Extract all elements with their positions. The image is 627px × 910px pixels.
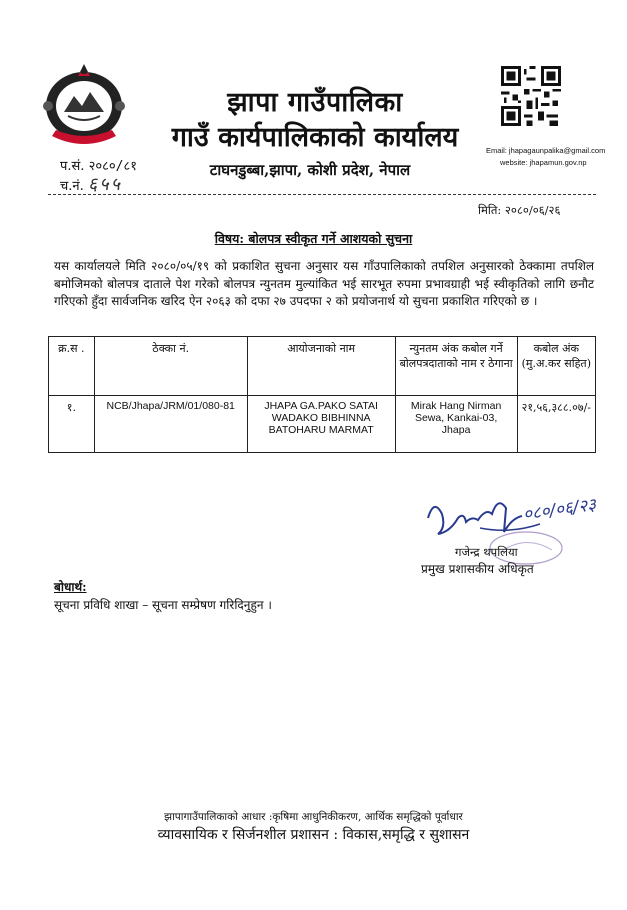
email-address: Email: jhapagaunpalika@gmail.com [486, 146, 606, 155]
nepal-emblem-icon [34, 62, 134, 148]
signer-name: गजेन्द्र थपलिया [455, 545, 518, 559]
cell-amount: २१,५६,३८८.०७/- [517, 396, 595, 453]
letter-number-value: २०८०/८१ [88, 159, 137, 174]
notice-subject-text: विषय: बोलपत्र स्वीकृत गर्ने आशयको सुचना [214, 231, 413, 246]
cell-serial: १. [49, 396, 95, 453]
dispatch-number-value: ६५५ [87, 174, 122, 195]
municipality-title: झापा गाउँपालिका [227, 87, 403, 118]
letter-date: मिति: २०८०/०६/२६ [478, 203, 561, 217]
header-bidder: न्युनतम अंक कबोल गर्ने बोलपत्रदाताको नाम र ठेगाना [395, 337, 517, 396]
signature-date: ०८०/०६/२३ [521, 494, 598, 525]
cell-contract-no: NCB/Jhapa/JRM/01/080-81 [94, 396, 247, 453]
cell-project-name: JHAPA GA.PAKO SATAI WADAKO BIBHINNA BATOHARU MARMAT [247, 396, 395, 453]
cell-bidder: Mirak Hang Nirman Sewa, Kankai-03, Jhapa [395, 396, 517, 453]
qr-code-icon [501, 66, 561, 126]
header-project-name: आयोजनाको नाम [247, 337, 395, 396]
website-address: website: jhapamun.gov.np [500, 158, 587, 167]
letter-number-label: प.सं. [60, 159, 85, 174]
notice-subject [0, 230, 627, 247]
cc-title: बोधार्थ: [54, 580, 87, 594]
footer-slogan: व्यावसायिक र सिर्जनशील प्रशासन : विकास,समृद्धि र सुशासन [157, 827, 470, 843]
footer-motto: झापागाउँपालिकाको आधार :कृषिमा आधुनिकीकरण, आर्थिक समृद्धिको पूर्वाधार [164, 811, 463, 823]
header-divider [48, 194, 596, 195]
office-address: टाघनडुब्बा,झापा, कोशी प्रदेश, नेपाल [209, 161, 411, 179]
header-contract-no: ठेक्का नं. [94, 337, 247, 396]
dispatch-number-label: च.नं. [60, 179, 84, 194]
tender-table [48, 336, 596, 453]
notice-paragraph: यस कार्यालयले मिति २०८०/०५/१९ को प्रकाशित सुचना अनुसार यस गाँउपालिकाको तपशिल अनुसारको ठेक्कामा तपशिल बमोजिमको बोलपत्र दाताले पेश गरेको बोलपत्र न्युनतम मुल्यांकित भई सारभूत रुपमा प्रभावग्राही भई स्वीकृतिको लागि छनौट गरिएको हुँदा सार्वजनिक खरिद ऐन २०६३ को दफा २७ उपदफा २ को प्रयोजनार्थ यो सुचना प्रकाशित गरिएको छ । [54, 259, 594, 308]
cc-text: सूचना प्रविधि शाखा – सूचना सम्प्रेषण गरिदिनुहुन । [54, 598, 272, 612]
header-amount: कबोल अंक (मु.अ.कर सहित) [517, 337, 595, 396]
signer-designation: प्रमुख प्रशासकीय अधिकृत [421, 562, 534, 576]
office-title: गाउँ कार्यपालिकाको कार्यालय [171, 122, 459, 153]
header-serial: क्र.स . [49, 337, 95, 396]
dispatch-number [60, 172, 122, 196]
table-header-row [49, 337, 596, 396]
table-row [49, 396, 596, 453]
